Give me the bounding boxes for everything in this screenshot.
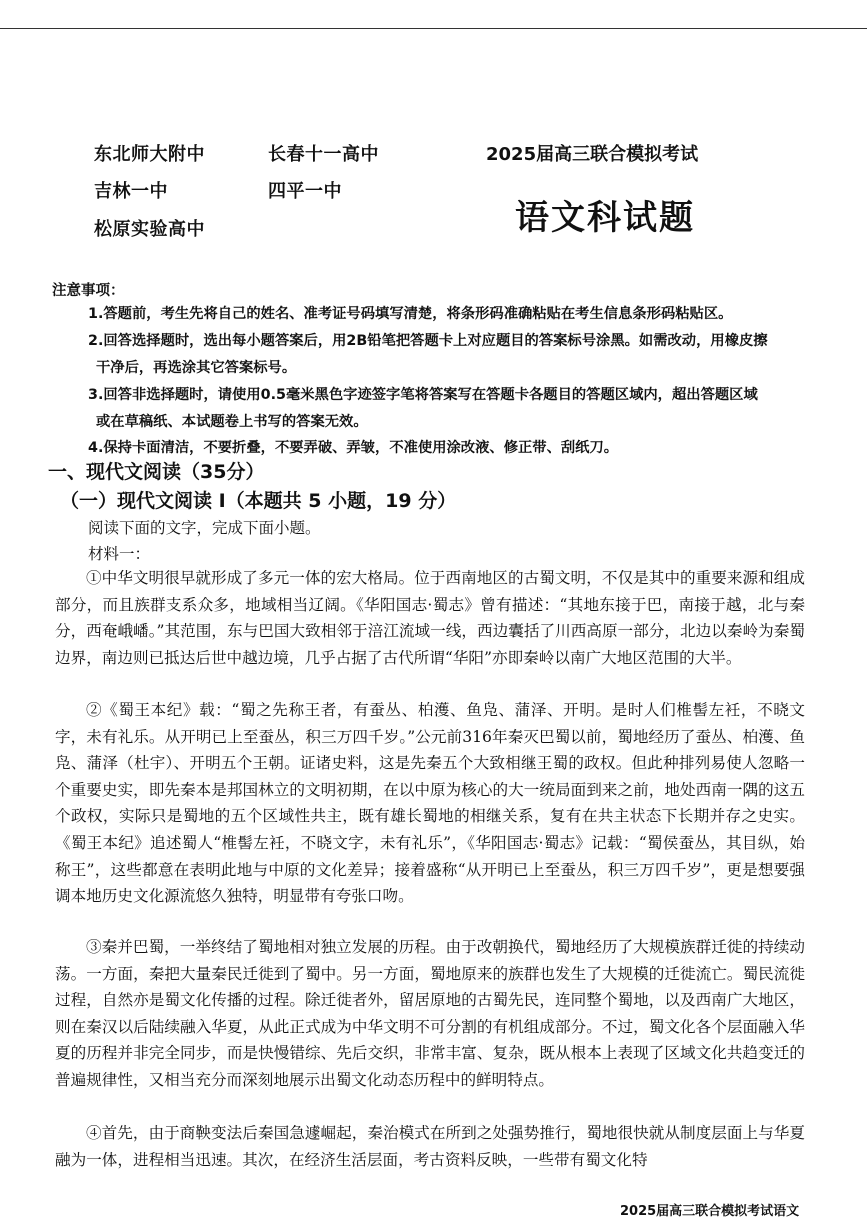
school-name: 东北师大附中 <box>94 144 205 165</box>
paragraph: ①中华文明很早就形成了多元一体的宏大格局。位于西南地区的古蜀文明，不仅是其中的重要来源和组成部分，而且族群支系众多，地域相当辽阔。《华阳国志·蜀志》曾有描述：“其地东接于巴，南接于越，北与秦分，西奄峨嶓。”其范围，东与巴国大致相邻于涪江流域一线，西边囊括了川西高原一部分，北边以秦岭为秦蜀边界，南边则已抵达后世中越边境，几乎占据了古代所谓“华阳”亦即秦岭以南广大地区范围的大半。 <box>55 569 805 667</box>
notice-heading: 注意事项： <box>52 283 125 299</box>
school-name: 四平一中 <box>268 181 342 202</box>
page-footer: 2025届高三联合模拟考试语文 <box>620 1204 800 1219</box>
section-title: 一、现代文阅读（35分） <box>48 461 265 483</box>
page-top-border <box>0 28 867 29</box>
notice-line: 或在草稿纸、本试题卷上书写的答案无效。 <box>96 414 368 430</box>
exam-title: 2025届高三联合模拟考试 <box>486 144 699 165</box>
subject-title: 语文科试题 <box>515 198 695 238</box>
notice-line: 干净后，再选涂其它答案标号。 <box>96 360 297 376</box>
instruction-text: 阅读下面的文字，完成下面小题。 <box>88 519 321 537</box>
notice-line: 2.回答选择题时，选出每小题答案后，用2B铅笔把答题卡上对应题目的答案标号涂黑。如需改动，用橡皮擦 <box>88 333 768 349</box>
school-name: 松原实验高中 <box>94 219 205 240</box>
notice-line: 3.回答非选择题时，请使用0.5毫米黑色字迹签字笔将答案写在答题卡各题目的答题区域内，超出答题区域 <box>88 387 758 403</box>
section-subtitle: （一）现代文阅读 I（本题共 5 小题，19 分） <box>60 490 457 512</box>
paragraph: ④首先，由于商鞅变法后秦国急遽崛起，秦治模式在所到之处强势推行，蜀地很快就从制度层面上与华夏融为一体，进程相当迅速。其次，在经济生活层面，考古资料反映，一些带有蜀文化特 <box>55 1124 805 1169</box>
notice-line: 4.保持卡面清洁，不要折叠，不要弄破、弄皱，不准使用涂改液、修正带、刮纸刀。 <box>88 440 619 456</box>
notice-line: 1.答题前，考生先将自己的姓名、准考证号码填写清楚，将条形码准确粘贴在考生信息条形码粘贴区。 <box>88 306 733 322</box>
school-name: 吉林一中 <box>94 181 168 202</box>
school-name: 长春十一高中 <box>268 144 379 165</box>
paragraph: ③秦并巴蜀，一举终结了蜀地相对独立发展的历程。由于改朝换代，蜀地经历了大规模族群迁徙的持续动荡。一方面，秦把大量秦民迁徙到了蜀中。另一方面，蜀地原来的族群也发生了大规模的迁徙流亡。蜀民流徙过程，自然亦是蜀文化传播的过程。除迁徙者外，留居原地的古蜀先民，连同整个蜀地，以及西南广大地区，则在秦汉以后陆续融入华夏，从此正式成为中华文明不可分割的有机组成部分。不过，蜀文化各个层面融入华夏的历程并非完全同步，而是快慢错综、先后交织，非常丰富、复杂，既从根本上表现了区域文化共趋变迁的普遍规律性，又相当充分而深刻地展示出蜀文化动态历程中的鲜明特点。 <box>55 938 805 1089</box>
paragraph: ②《蜀王本纪》载：“蜀之先称王者，有蚕丛、柏濩、鱼凫、蒲泽、开明。是时人们椎髻左衽，不晓文字，未有礼乐。从开明已上至蚕丛，积三万四千岁。”公元前316年秦灭巴蜀以前，蜀地经历了蚕丛、柏濩、鱼凫、蒲泽（杜宇）、开明五个王朝。证诸史料，这是先秦五个大致相继王蜀的政权。但此种排列易使人忽略一个重要史实，即先秦本是邦国林立的文明初期，在以中原为核心的大一统局面到来之前，地处西南一隅的这五个政权，实际只是蜀地的五个区域性共主，既有雄长蜀地的相继关系，复有在共主状态下长期并存之史实。《蜀王本纪》追述蜀人“椎髻左衽，不晓文字，未有礼乐”，《华阳国志·蜀志》记载：“蜀侯蚕丛，其目纵，始称王”，这些都意在表明此地与中原的文化差异；接着盛称“从开明已上至蚕丛，积三万四千岁”，更是想要强调本地历史文化源流悠久独特，明显带有夸张口吻。 <box>55 701 805 906</box>
material-label: 材料一： <box>88 545 151 563</box>
